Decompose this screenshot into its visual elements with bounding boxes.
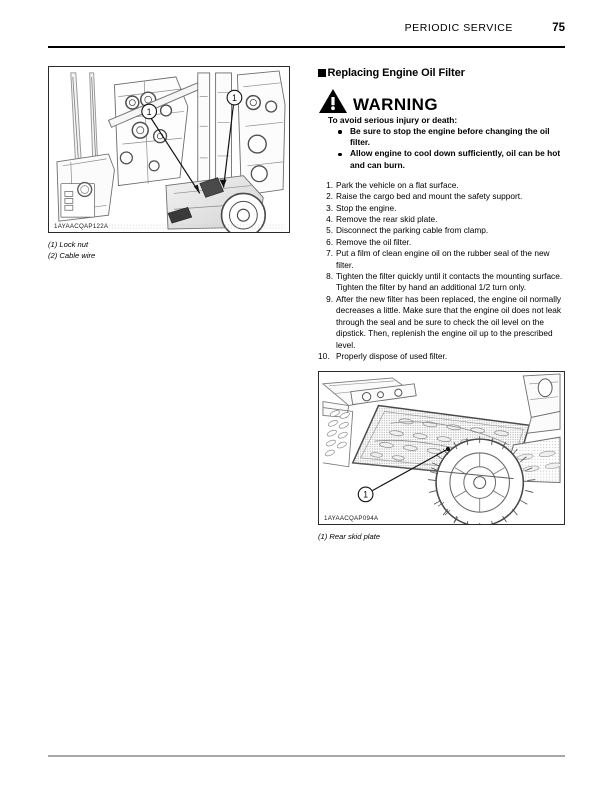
- footer-divider-rule: [48, 755, 565, 757]
- figure-engine-captions: [48, 240, 290, 261]
- rear-skid-plate-linework: [319, 372, 564, 524]
- right-column: [318, 66, 565, 543]
- procedure-step: [318, 180, 565, 191]
- step-number: 10.: [318, 350, 330, 361]
- procedure-step: [318, 294, 565, 351]
- page-header: [48, 22, 565, 48]
- figure-id-label: 1AYAACQAP094A: [324, 515, 379, 523]
- step-text: Remove the rear skid plate.: [336, 214, 438, 225]
- step-text: Park the vehicle on a flat surface.: [336, 179, 459, 190]
- figure-skid-plate-wrapper: [318, 371, 565, 543]
- step-number: 3.: [326, 202, 333, 213]
- header-divider-rule: [48, 46, 565, 48]
- section-heading: [318, 66, 565, 80]
- step-text: Tighten the filter quickly until it contacts the mounting surface.: [336, 271, 563, 282]
- procedure-steps-list: [318, 180, 565, 363]
- procedure-step: [318, 191, 565, 202]
- step-text: Put a film of clean engine oil on the rubber seal of the new filter.: [336, 248, 550, 270]
- procedure-step: [318, 214, 565, 225]
- procedure-step: [318, 225, 565, 236]
- figure-rear-skid-plate: [318, 371, 565, 525]
- procedure-step: [318, 271, 565, 294]
- procedure-step: [318, 237, 565, 248]
- warning-lead-in: To avoid serious injury or death:: [328, 115, 458, 125]
- step-number: 7.: [326, 248, 333, 259]
- step-text: Disconnect the parking cable from clamp.: [336, 225, 489, 236]
- square-bullet-icon: [318, 69, 326, 77]
- step-sub-text: Tighten the filter by hand an additional 1/2 turn only.: [336, 282, 527, 293]
- svg-text:1: 1: [363, 490, 369, 501]
- step-number: 1.: [326, 179, 333, 190]
- page-number: 75: [552, 22, 565, 34]
- step-number: 5.: [326, 225, 333, 236]
- warning-item: Allow engine to cool down sufficiently, oil can be hot and can burn.: [336, 148, 565, 170]
- warning-item: Be sure to stop the engine before changing the oil filter.: [336, 126, 565, 148]
- warning-header: [318, 88, 565, 114]
- figure-caption-item: (1) Rear skid plate: [318, 532, 381, 542]
- figure-engine-compartment: [48, 66, 290, 233]
- warning-block: [318, 88, 565, 171]
- engine-compartment-linework: [49, 67, 289, 232]
- procedure-step: [318, 248, 565, 271]
- step-number: 6.: [326, 236, 333, 247]
- left-column: [48, 66, 290, 261]
- figure-caption-item: (2) Cable wire: [48, 250, 96, 260]
- step-number: 4.: [326, 214, 333, 225]
- step-number: 9.: [326, 293, 333, 304]
- svg-text:1: 1: [146, 106, 152, 117]
- step-text: Properly dispose of used filter.: [336, 350, 448, 361]
- step-number: 2.: [326, 191, 333, 202]
- step-text: Raise the cargo bed and mount the safety support.: [336, 191, 523, 202]
- section-heading-text: Replacing Engine Oil Filter: [327, 67, 465, 79]
- warning-triangle-icon: [318, 88, 348, 114]
- step-text: After the new filter has been replaced, the engine oil normally decreases a little. Make sure that the engine oil does not leak through the seal and be sure to check the oil level on the dipstick. Then, replenish the engine oil up to the prescribed level.: [336, 293, 562, 350]
- procedure-step: [318, 203, 565, 214]
- header-section-title: PERIODIC SERVICE: [404, 22, 513, 34]
- figure-skid-plate-captions: [318, 532, 565, 543]
- step-number: 8.: [326, 271, 333, 282]
- figure-caption-item: (1) Lock nut: [48, 240, 89, 249]
- procedure-step: [318, 351, 565, 362]
- figure-id-label: 1AYAACQAP122A: [54, 223, 109, 230]
- step-text: Stop the engine.: [336, 202, 397, 213]
- svg-text:1: 1: [231, 93, 237, 103]
- warning-label: WARNING: [353, 95, 438, 114]
- step-text: Remove the oil filter.: [336, 236, 412, 247]
- warning-items: [318, 126, 565, 171]
